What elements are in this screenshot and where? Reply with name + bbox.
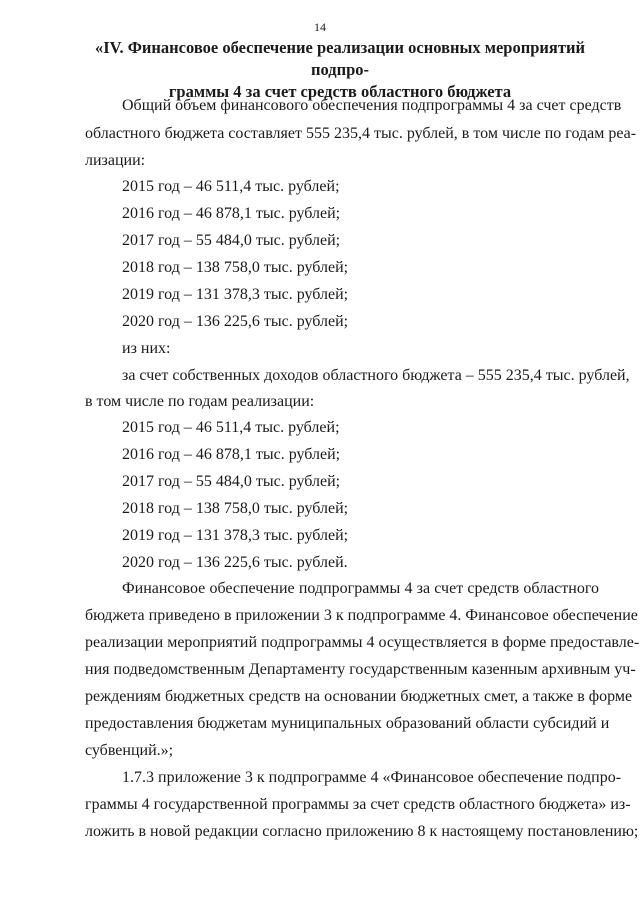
intro-line-3: лизации: — [85, 152, 146, 169]
intro-line-2: областного бюджета составляет 555 235,4 тыс. рублей, в том числе по годам реа- — [85, 125, 637, 142]
own-income-line-2: в том числе по годам реализации: — [85, 393, 315, 410]
amendment-line-1: 1.7.3 приложение 3 к подпрограмме 4 «Финансовое обеспечение подпро- — [122, 769, 622, 786]
year-own-2020: 2020 год – 136 225,6 тыс. рублей. — [122, 554, 348, 571]
financing-line-6: предоставления бюджетам муниципальных образований области субсидий и — [85, 715, 610, 732]
own-income-line-1: за счет собственных доходов областного бюджета – 555 235,4 тыс. рублей, — [122, 367, 630, 384]
year-total-2016: 2016 год – 46 878,1 тыс. рублей; — [122, 205, 341, 222]
year-own-2015: 2015 год – 46 511,4 тыс. рублей; — [122, 419, 340, 436]
year-total-2018: 2018 год – 138 758,0 тыс. рублей; — [122, 259, 349, 276]
year-own-2017: 2017 год – 55 484,0 тыс. рублей; — [122, 473, 341, 490]
heading-line-2: граммы 4 за счет средств областного бюджета — [168, 82, 512, 101]
financing-line-5: реждениям бюджетных средств на основании бюджетных смет, а также в форме — [85, 688, 633, 705]
heading-line-1: «IV. Финансовое обеспечение реализации основных мероприятий подпро- — [95, 38, 585, 79]
page-number: 14 — [314, 20, 326, 34]
of-which-label: из них: — [122, 340, 171, 357]
financing-line-1: Финансовое обеспечение подпрограммы 4 за счет средств областного — [122, 580, 599, 597]
year-own-2016: 2016 год – 46 878,1 тыс. рублей; — [122, 446, 341, 463]
year-total-2017: 2017 год – 55 484,0 тыс. рублей; — [122, 232, 341, 249]
financing-line-3: реализации мероприятий подпрограммы 4 осуществляется в форме предоставле- — [85, 634, 640, 651]
year-own-2019: 2019 год – 131 378,3 тыс. рублей; — [122, 527, 349, 544]
financing-line-2: бюджета приведено в приложении 3 к подпрограмме 4. Финансовое обеспечение — [85, 607, 638, 624]
year-total-2019: 2019 год – 131 378,3 тыс. рублей; — [122, 286, 349, 303]
financing-line-7: субвенций.»; — [85, 742, 174, 759]
amendment-line-2: граммы 4 государственной программы за счет средств областного бюджета» из- — [85, 796, 631, 813]
financing-line-4: ния подведомственным Департаменту государственным казенным архивным уч- — [85, 661, 636, 678]
amendment-line-3: ложить в новой редакции согласно приложению 8 к настоящему постановлению; — [85, 823, 639, 840]
intro-line-1: Общий объем финансового обеспечения подпрограммы 4 за счет средств — [122, 97, 622, 114]
year-total-2020: 2020 год – 136 225,6 тыс. рублей; — [122, 313, 349, 330]
year-own-2018: 2018 год – 138 758,0 тыс. рублей; — [122, 500, 349, 517]
year-total-2015: 2015 год – 46 511,4 тыс. рублей; — [122, 178, 340, 195]
section-heading — [80, 37, 600, 103]
